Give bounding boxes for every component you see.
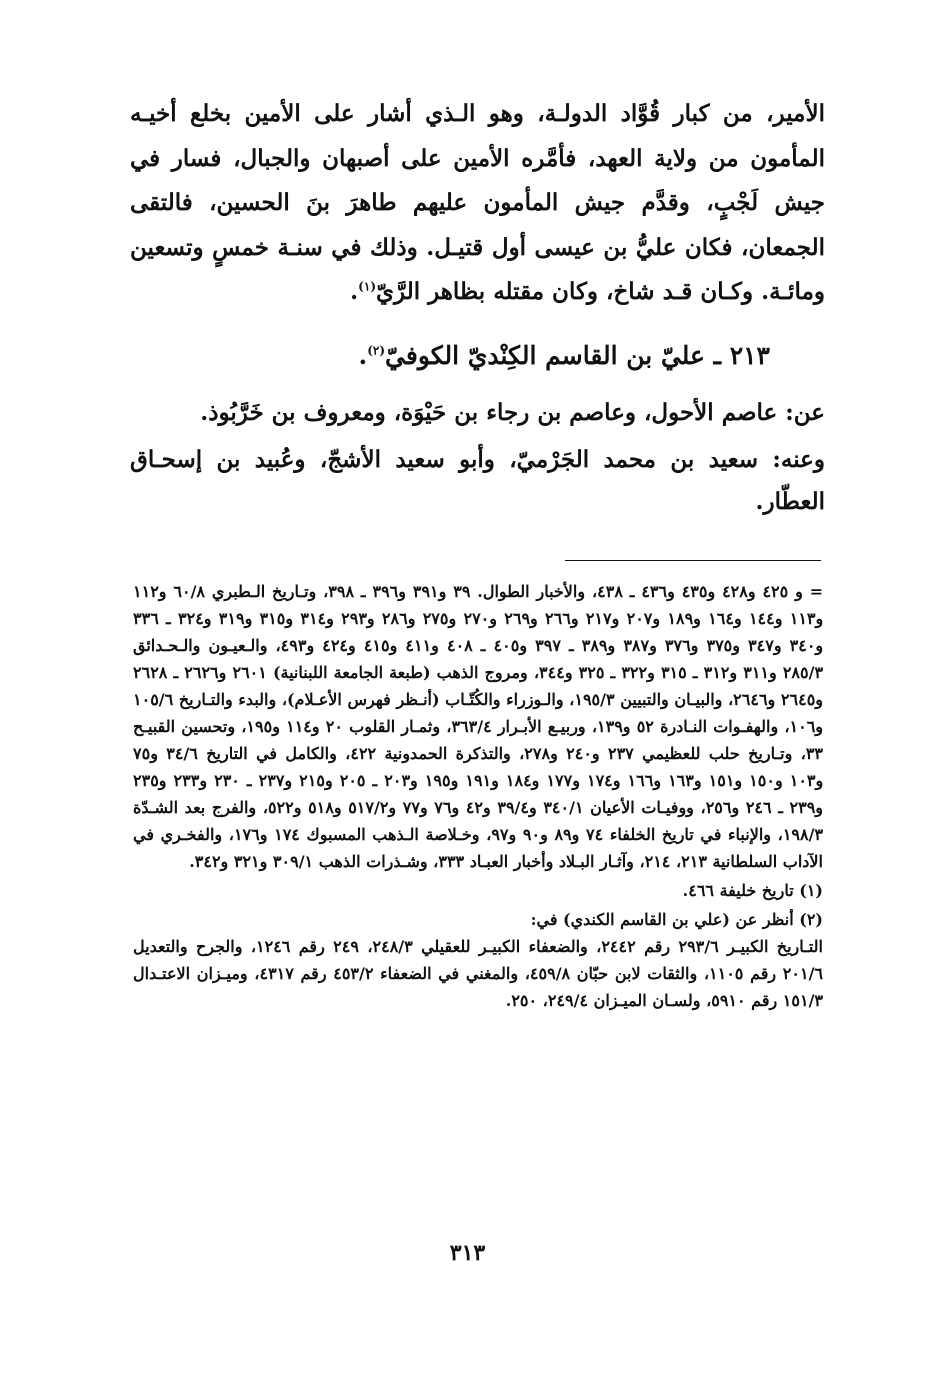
footnote-separator bbox=[565, 560, 821, 561]
footnote-reference-2[interactable]: (٢) bbox=[367, 343, 386, 358]
entry-heading-text: ٢١٣ ـ عليّ بن القاسم الكِنْديّ الكوفيّ bbox=[385, 341, 770, 370]
footnote-1 bbox=[133, 877, 823, 904]
continuation-paragraph bbox=[130, 92, 825, 315]
entry-teachers: عن: عاصم الأحول، وعاصم بن رجاء بن حَيْوَة، ومعروف بن خَرَّبُوذ. bbox=[200, 399, 825, 426]
entry-body bbox=[130, 392, 825, 528]
continuation-text: الأمير، من كبار قُوَّاد الدولـة، وهو الـذي أشار على الأمين بخلع أخيـه المأمون من ولاية العهد، فأمَّره الأمين على أصبهان والجبال، فسار في جيش لَجْبٍ، وقدَّم جيش المأمون عليهم طاهرَ بنَ الحسين، فالتقى الجمعان، فكان عليُّ بن عيسى أول قتيـل. وذلك في سنـة خمسٍ وتسعين ومائـة. وكـان قـد شاخ، وكان مقتله بظاهر الرَّيّ bbox=[130, 100, 825, 305]
footnote-2-marker: (٢) bbox=[799, 910, 823, 929]
footnote-2-detail: التـاريخ الكبيـر ٢٩٣/٦ رقم ٢٤٤٢، والضعفاء الكبيـر للعقيلي ٢٤٨/٣، ٢٤٩ رقم ١٢٤٦، والجرح والتعديل ٢٠١/٦ رقم ١١٠٥، والثقات لابن حبّان ٤٥٩/٨، والمغني في الضعفاء ٤٥٣/٢ رقم ٤٣١٧، وميـزان الاعتـدال ١٥١/٣ رقم ٥٩١٠، ولسـان الميـزان ٢٤٩/٤، ٢٥٠. bbox=[133, 937, 823, 1010]
footnote-1-text: تاريخ خليفة ٤٦٦. bbox=[682, 881, 794, 900]
entry-heading bbox=[130, 336, 770, 376]
footnote-reference-1[interactable]: (١) bbox=[358, 279, 376, 294]
footnote-2 bbox=[133, 906, 823, 933]
page-number: ٣١٣ bbox=[449, 1240, 486, 1266]
footnotes bbox=[133, 578, 823, 1014]
footnote-1-marker: (١) bbox=[799, 881, 823, 900]
continuation-end: . bbox=[350, 278, 359, 305]
entry-heading-end: . bbox=[358, 341, 368, 370]
footnote-continuation: = و ٤٢٥ و٤٢٨ و٤٣٥ و٤٣٦ ـ ٤٣٨، والأخبار الطوال. ٣٩ و٣٩١ و٣٩٦ ـ ٣٩٨، وتـاريخ الـطبري ٦٠/٨ و١١٢ و١١٣ و١٤٤ و١٦٤ و١٨٩ و٢٠٧ و٢١٧ و٢٦٦ و٢٦٩ و٢٧٠ و٢٧٥ و٢٨٦ و٢٩٣ و٣١٤ و٣١٥ و٣١٩ و٣٢٤ ـ ٣٣٦ و٣٤٠ و٣٤٧ و٣٧٥ و٣٧٦ و٣٨٧ و٣٨٩ ـ ٣٩٧ و٤٠٥ ـ ٤٠٨ و٤١١ و٤١٥ و٤٢٤ و٤٩٣، والـعيـون والـحـدائق ٢٨٥/٣ و٣١١ و٣١٢ ـ ٣١٥ و٣٢٢ ـ ٣٢٥ و٣٤٤، ومروج الذهب (طبعة الجامعة اللبنانية) ٢٦٠١ و٢٦٢٦ ـ ٢٦٢٨ و٢٦٤٥ و٢٦٤٦، والبيـان والتبيين ١٩٥/٣، والـوزراء والكُتّـاب (أنـظر فهرس الأعـلام)، والبدء والتـاريخ ١٠٥/٦ و١٠٦، والهفـوات النـادرة ٥٢ و١٣٩، وربيـع الأبـرار ٣٦٣/٤، وثمـار القلوب ٢٠ و١١٤ و١٩٥، وتحسين القبيـح ٣٣، وتـاريخ حلب للعظيمي ٢٣٧ و٢٤٠ و٢٧٨، والتذكرة الحمدونية ٤٢٢، والكامل في التاريخ ٣٤/٦ و٧٥ و١٠٣ و١٥٠ و١٥١ و١٦٣ و١٦٦ و١٧٤ و١٧٧ و١٨٤ و١٩١ و١٩٥ و٢٠٣ ـ ٢٠٥ و٢١٥ و٢٣٧ ـ ٢٣٠ و٢٣٣ و٢٣٥ و٢٣٩ ـ ٢٤٦ و٢٥٦، ووفيـات الأعيان ٣٤٠/١ و٣٩/٤ و٤٢ و٧٦ و٧٧ و٥١٧/٢ و٥١٨ و٥٢٢، والفرج بعد الشـدّة ١٩٨/٣، والإنباء في تاريخ الخلفاء ٧٤ و٨٩ و٩٠ و٩٧، وخـلاصة الـذهب المسبوك ١٧٤ و١٧٦، والفخـري في الآداب السلطانية ٢١٣، ٢١٤، وآثـار البـلاد وأخبار العبـاد ٣٣٣، وشـذرات الذهب ٣٠٩/١ و٣٢١ و٣٤٢. bbox=[133, 582, 824, 871]
biography-continuation bbox=[130, 92, 825, 315]
entry-students: وعنه: سعيد بن محمد الجَرْميّ، وأبو سعيد الأشجّ، وعُبيد بن إسحـاق العطّار. bbox=[130, 446, 825, 515]
footnote-2-text: أنظر عن (علي بن القاسم الكندي) في: bbox=[530, 910, 794, 929]
